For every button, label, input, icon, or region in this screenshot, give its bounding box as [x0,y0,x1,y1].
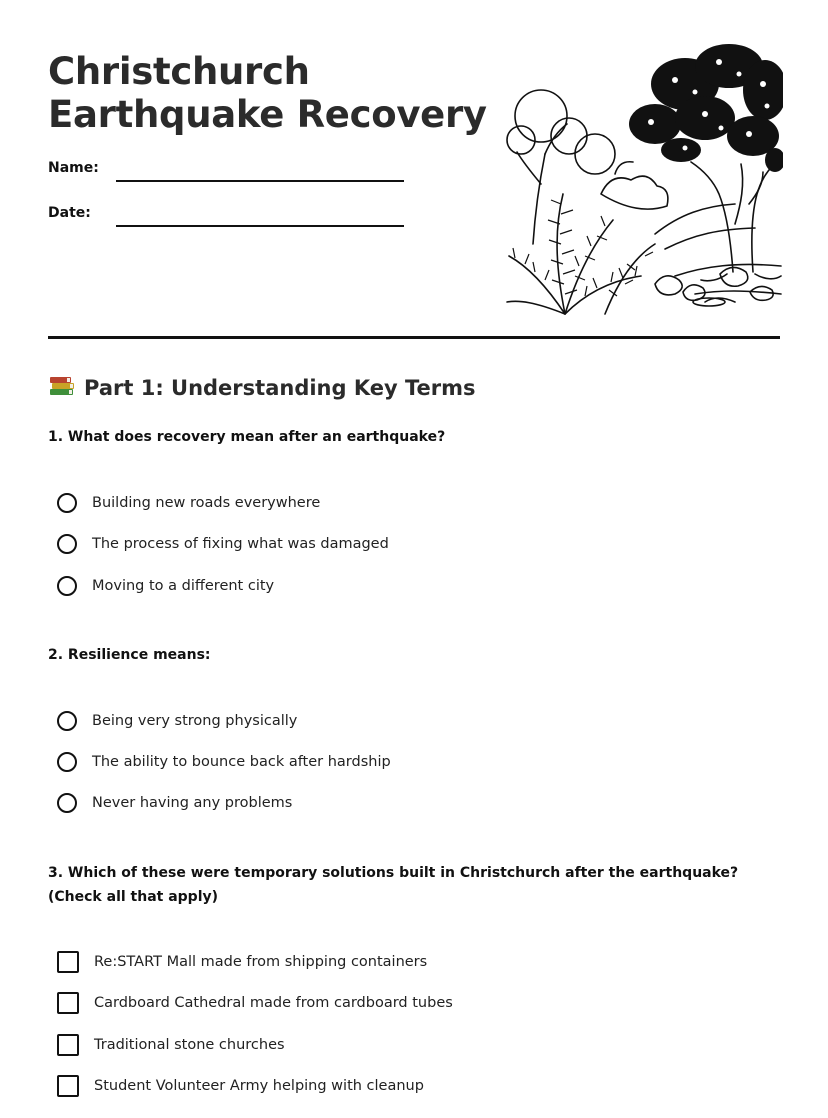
checkbox[interactable] [57,992,79,1014]
tree-and-fern-landscape-illustration [505,44,783,320]
option-label: Traditional stone churches [94,1037,285,1053]
option-label: Re:START Mall made from shipping containers [94,954,428,970]
radio-button[interactable] [57,793,77,813]
question-2-text: 2. Resilience means: [48,647,211,663]
radio-button[interactable] [57,711,77,731]
page-title [48,50,487,136]
part-1-heading-text: Part 1: Understanding Key Terms [84,376,476,400]
date-label: Date: [48,205,91,221]
q3-option-3[interactable] [57,1032,285,1058]
option-label: Cardboard Cathedral made from cardboard tubes [94,995,453,1011]
checkbox[interactable] [57,1034,79,1056]
option-label: The ability to bounce back after hardship [92,754,391,770]
checkbox[interactable] [57,951,79,973]
part-1-heading [48,374,476,400]
page-title-line-1: Christchurch [48,50,310,93]
question-3-text: 3. Which of these were temporary solutions built in Christchurch after the earthquake? (Check all that apply) [48,865,739,905]
radio-button[interactable] [57,534,77,554]
checkbox[interactable] [57,1075,79,1097]
q1-option-2[interactable] [57,531,389,557]
option-label: Student Volunteer Army helping with cleanup [94,1078,424,1094]
page-title-line-2: Earthquake Recovery [48,93,487,136]
q2-option-3[interactable] [57,790,292,816]
q3-option-2[interactable] [57,990,453,1016]
radio-button[interactable] [57,576,77,596]
q3-option-4[interactable] [57,1073,424,1099]
radio-button[interactable] [57,752,77,772]
name-field[interactable] [116,180,404,182]
books-icon [48,374,76,398]
option-label: The process of fixing what was damaged [92,536,389,552]
option-label: Building new roads everywhere [92,495,321,511]
q1-option-3[interactable] [57,573,274,599]
option-label: Moving to a different city [92,578,275,594]
name-label: Name: [48,160,99,176]
q1-option-1[interactable] [57,490,320,516]
option-label: Being very strong physically [92,713,298,729]
date-field[interactable] [116,225,404,227]
q2-option-1[interactable] [57,708,297,734]
radio-button[interactable] [57,493,77,513]
q2-option-2[interactable] [57,749,391,775]
option-label: Never having any problems [92,795,293,811]
section-divider [48,336,780,339]
question-1-text: 1. What does recovery mean after an earthquake? [48,429,446,445]
q3-option-1[interactable] [57,949,427,975]
